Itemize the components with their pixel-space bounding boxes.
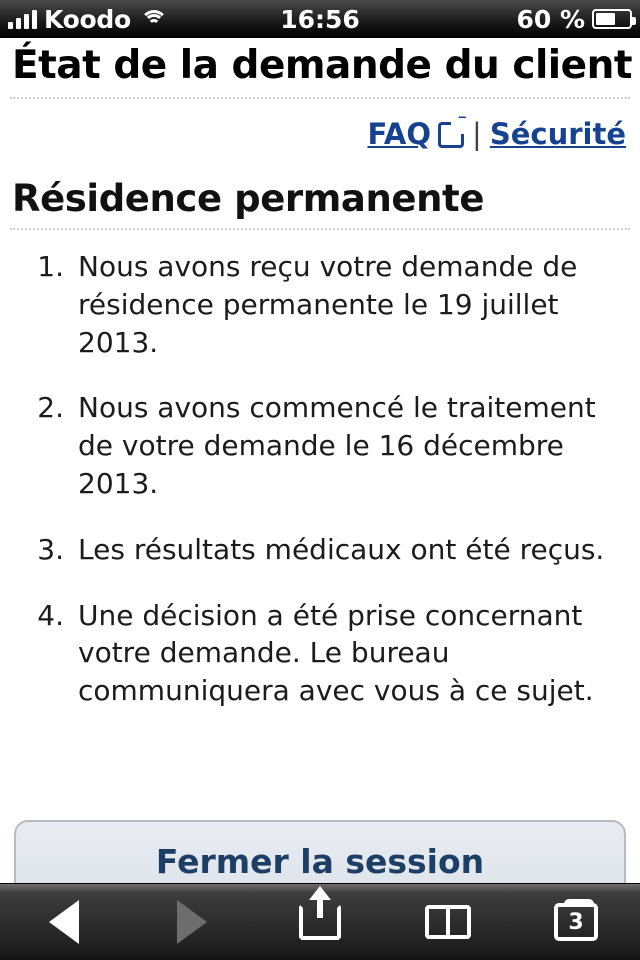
page-title: État de la demande du client <box>12 43 633 88</box>
section-heading: Résidence permanente <box>12 176 485 220</box>
security-link[interactable]: Sécurité <box>489 116 626 151</box>
back-arrow-icon <box>49 900 79 944</box>
list-item-text: Une décision a été prise concernant votre demande. Le bureau communiquera avec vous à ce sujet. <box>78 598 594 708</box>
faq-link[interactable]: FAQ <box>367 116 432 151</box>
logout-button[interactable]: Fermer la session <box>14 820 626 884</box>
list-item <box>34 597 620 710</box>
tabs-count-label: 3 <box>568 909 584 935</box>
share-icon <box>299 904 341 940</box>
list-item-number: 1. <box>37 249 64 283</box>
external-link-icon[interactable] <box>438 122 464 148</box>
links-separator: | <box>472 116 482 151</box>
forward-button[interactable] <box>147 892 237 952</box>
bookmarks-button[interactable] <box>403 892 493 952</box>
forward-arrow-icon <box>177 900 207 944</box>
battery-percent-label: 60 % <box>516 4 585 34</box>
clock-label: 16:56 <box>280 4 360 34</box>
battery-icon <box>592 9 632 29</box>
list-item <box>34 531 620 569</box>
list-item-number: 2. <box>37 391 64 425</box>
bookmarks-icon <box>425 905 471 939</box>
back-button[interactable] <box>19 892 109 952</box>
list-item <box>34 248 620 361</box>
browser-toolbar <box>0 883 640 960</box>
utility-links-row <box>0 99 640 161</box>
status-steps-list <box>0 230 640 710</box>
tabs-icon <box>554 903 598 941</box>
list-item-text: Nous avons commencé le traitement de votre demande le 16 décembre 2013. <box>78 391 596 500</box>
carrier-label: Koodo <box>44 4 131 34</box>
list-item <box>34 389 620 502</box>
list-item-number: 3. <box>37 532 64 566</box>
web-page-content <box>0 38 640 884</box>
list-item-text: Nous avons reçu votre demande de résidence permanente le 19 juillet 2013. <box>78 249 578 359</box>
share-button[interactable] <box>275 892 365 952</box>
tabs-button[interactable] <box>531 892 621 952</box>
status-bar <box>0 0 640 38</box>
list-item-number: 4. <box>37 598 64 632</box>
list-item-text: Les résultats médicaux ont été reçus. <box>78 532 605 566</box>
